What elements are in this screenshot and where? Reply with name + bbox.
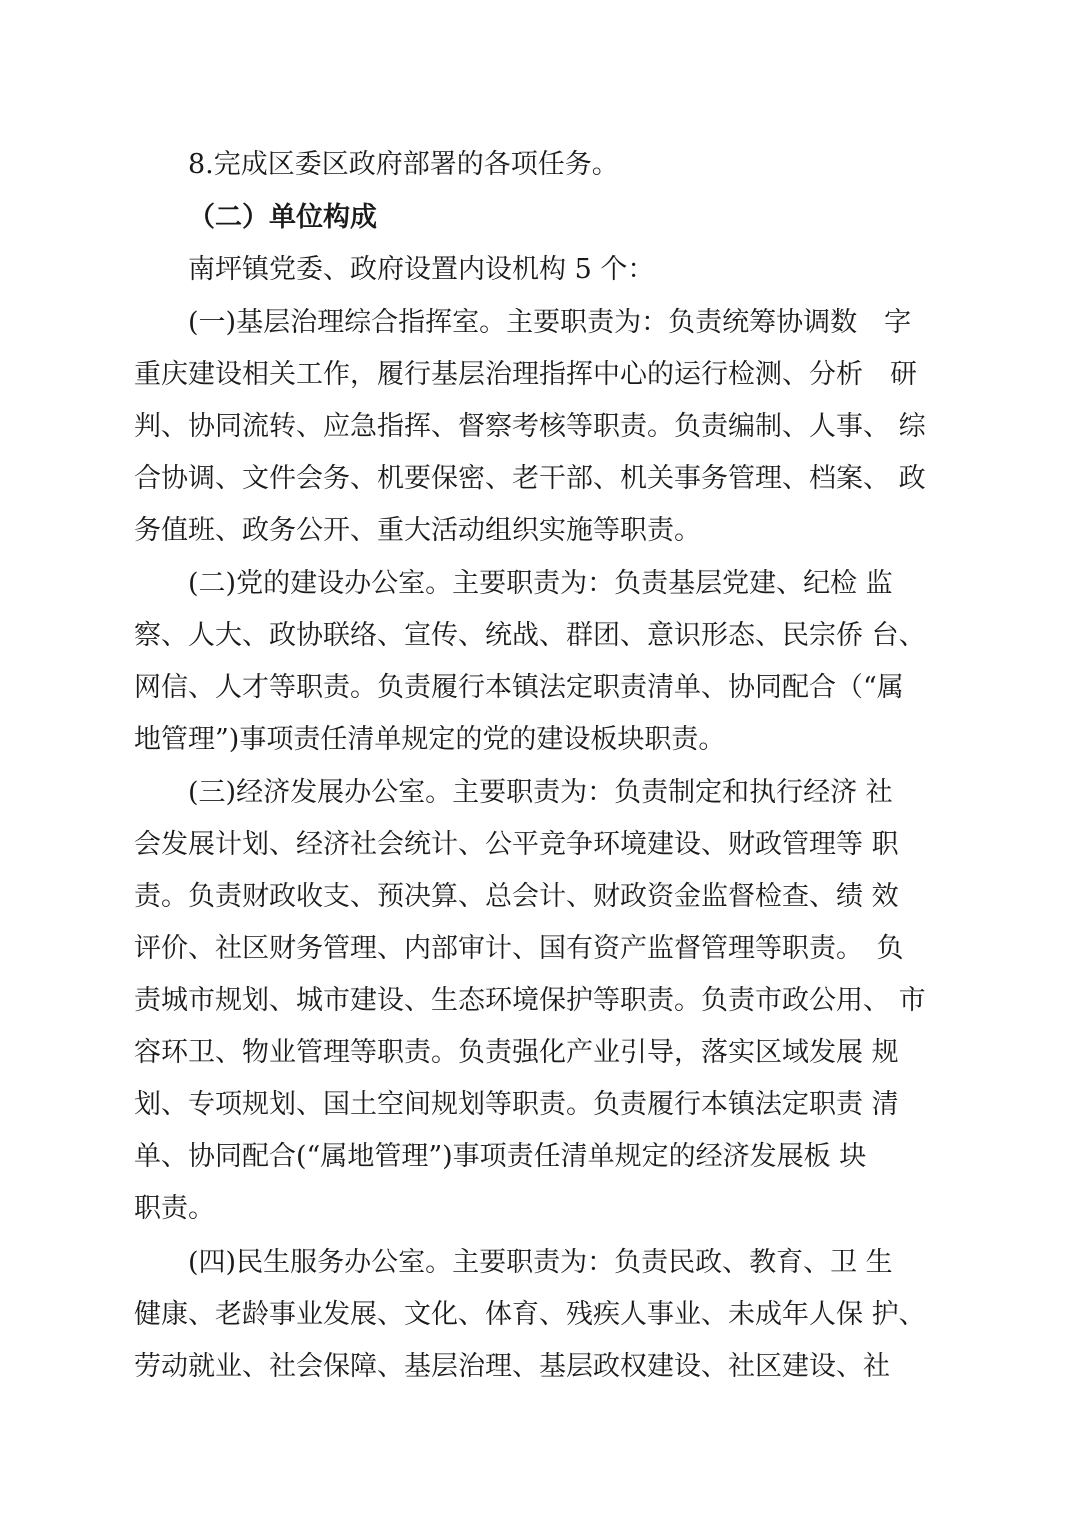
- text-line: 务值班、政务公开、重大活动组织实施等职责。: [134, 515, 701, 546]
- text-line: 重庆建设相关工作，履行基层治理指挥中心的运行检测、分析 研: [134, 359, 917, 390]
- text-line: 职责。: [134, 1193, 215, 1224]
- text-line: (一)基层治理综合指挥室。主要职责为：负责统筹协调数 字: [188, 307, 912, 338]
- text-line: 网信、人才等职责。负责履行本镇法定职责清单、协同配合（“属: [134, 672, 904, 703]
- text-line: 8.完成区委区政府部署的各项任务。: [188, 149, 619, 180]
- text-line: 划、专项规划、国土空间规划等职责。负责履行本镇法定职责 清: [134, 1089, 899, 1120]
- text-line: 劳动就业、社会保障、基层治理、基层政权建设、社区建设、社: [134, 1351, 890, 1382]
- text-line: 评价、社区财务管理、内部审计、国有资产监督管理等职责。 负: [134, 933, 904, 964]
- text-line: 察、人大、政协联络、宣传、统战、群团、意识形态、民宗侨 台、: [134, 620, 926, 651]
- section-heading: （二）单位构成: [188, 202, 377, 233]
- text-line: (三)经济发展办公室。主要职责为：负责制定和执行经济 社: [188, 777, 893, 808]
- text-line: 南坪镇党委、政府设置内设机构 5 个：: [188, 254, 655, 285]
- text-line: 健康、老龄事业发展、文化、体育、残疾人事业、未成年人保 护、: [134, 1299, 926, 1330]
- text-line: 合协调、文件会务、机要保密、老干部、机关事务管理、档案、 政: [134, 463, 926, 494]
- text-line: 会发展计划、经济社会统计、公平竞争环境建设、财政管理等 职: [134, 829, 899, 860]
- text-line: 判、协同流转、应急指挥、督察考核等职责。负责编制、人事、 综: [134, 411, 926, 442]
- text-line: 单、协同配合(“属地管理”)事项责任清单规定的经济发展板 块: [134, 1141, 867, 1172]
- text-line: 责。负责财政收支、预决算、总会计、财政资金监督检查、绩 效: [134, 881, 899, 912]
- text-line: 责城市规划、城市建设、生态环境保护等职责。负责市政公用、 市: [134, 985, 926, 1016]
- text-line: (四)民生服务办公室。主要职责为：负责民政、教育、卫 生: [188, 1247, 893, 1278]
- text-line: 容环卫、物业管理等职责。负责强化产业引导，落实区域发展 规: [134, 1037, 899, 1068]
- text-line: 地管理”)事项责任清单规定的党的建设板块职责。: [134, 724, 726, 755]
- text-line: (二)党的建设办公室。主要职责为：负责基层党建、纪检 监: [188, 568, 893, 599]
